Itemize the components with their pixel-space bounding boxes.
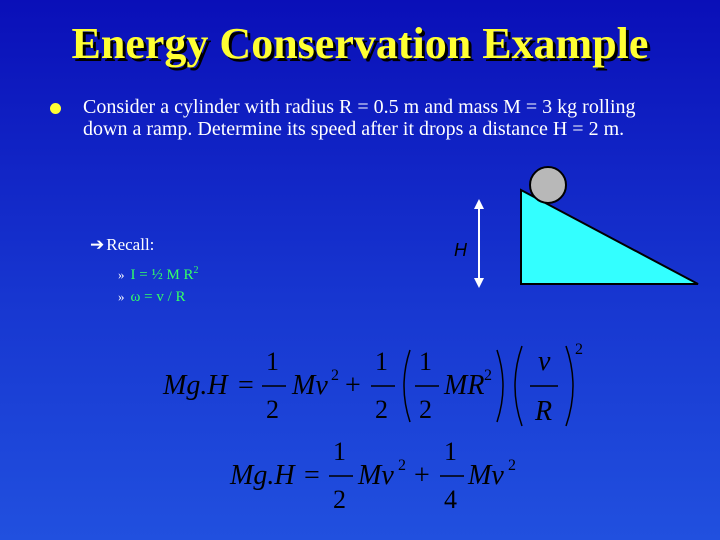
eq2-lhs: Mg.H [230, 460, 295, 491]
bullet-text: Consider a cylinder with radius R = 0.5 m and mass M = 3 kg rolling down a ramp. Determine its speed after it drops a distance H = 2 m. [83, 96, 636, 140]
eq1-r: R [535, 396, 553, 427]
equation-1 [162, 341, 583, 427]
eq1-equals: = [238, 370, 254, 401]
eq1-f3-den: 2 [419, 395, 432, 424]
eq1-f1-den: 2 [266, 395, 279, 424]
recall-marker: » [118, 267, 125, 282]
eq1-term1-sq: 2 [331, 367, 339, 384]
inertia-exponent: 2 [193, 265, 199, 276]
equation-2 [229, 437, 516, 514]
eq1-term2: MR [444, 370, 485, 401]
omega-formula: ω = v / R [130, 289, 186, 305]
eq1-left-paren-2 [515, 346, 522, 426]
eq1-outer-sq: 2 [575, 341, 583, 358]
eq1-f3-num: 1 [419, 347, 432, 376]
eq1-plus: + [345, 370, 361, 401]
eq2-plus: + [414, 460, 430, 491]
eq2-f2-den: 4 [444, 485, 457, 514]
eq2-f1-num: 1 [333, 437, 346, 466]
eq1-lhs: Mg.H [163, 370, 228, 401]
slide-title: Energy Conservation Example [71, 19, 649, 68]
eq2-term2: Mv [468, 460, 504, 491]
recall-marker: » [118, 289, 125, 304]
eq2-term1-sq: 2 [398, 457, 406, 474]
eq2-f2-num: 1 [444, 437, 457, 466]
eq1-right-paren-2 [566, 346, 573, 426]
eq2-f1-den: 2 [333, 485, 346, 514]
eq2-term2-sq: 2 [508, 457, 516, 474]
eq1-left-paren [404, 350, 410, 422]
height-label: H [454, 240, 467, 260]
eq1-f2-num: 1 [375, 347, 388, 376]
recall-label: Recall: [106, 235, 155, 254]
eq1-term2-sq: 2 [484, 367, 492, 384]
eq1-v: v [538, 346, 551, 377]
eq1-f2-den: 2 [375, 395, 388, 424]
eq1-right-paren [497, 350, 503, 422]
eq1-f1-num: 1 [266, 347, 279, 376]
eq2-equals: = [304, 460, 320, 491]
eq2-term1: Mv [358, 460, 394, 491]
eq1-term1: Mv [292, 370, 328, 401]
inertia-formula: I = ½ M R [130, 267, 194, 283]
arrow-right-icon: ➔ [90, 235, 105, 254]
